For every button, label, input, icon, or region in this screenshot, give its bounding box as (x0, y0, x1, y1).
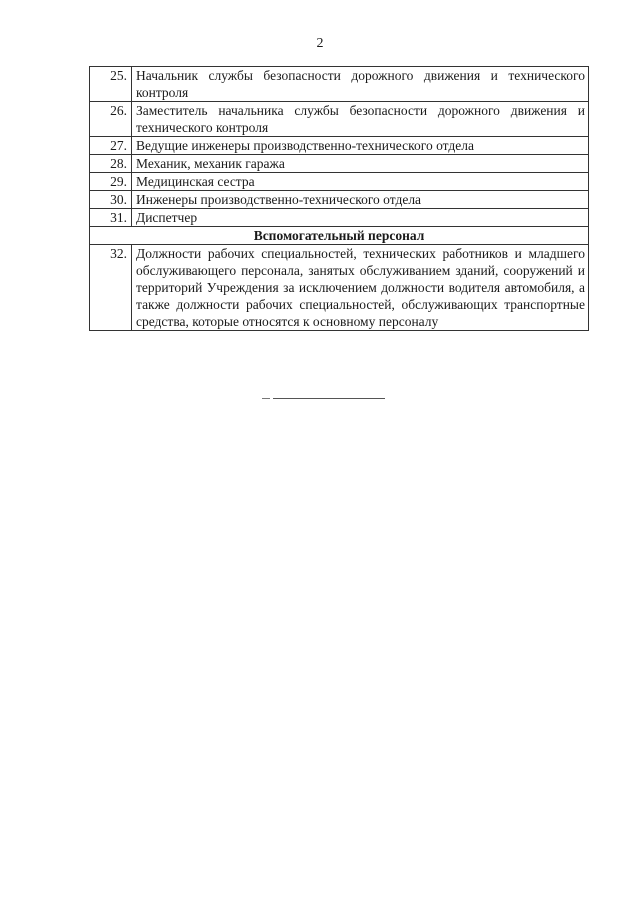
row-number: 31. (90, 209, 132, 227)
position-title: Заместитель начальника службы безопасности дорожного движения и технического контроля (132, 102, 589, 137)
position-title: Механик, механик гаража (132, 155, 589, 173)
row-number: 25. (90, 67, 132, 102)
table-row (90, 102, 589, 137)
section-title: Вспомогательный персонал (90, 227, 589, 245)
position-title: Должности рабочих специальностей, технических работников и младшего обслуживающего персонала, занятых обслуживанием зданий, сооружений и территорий Учреждения за исключением должности водителя автомобиля, а также должности рабочих специальностей, обслуживающих транспортные средства, которые относятся к основному персоналу (132, 245, 589, 331)
position-title: Медицинская сестра (132, 173, 589, 191)
row-number: 32. (90, 245, 132, 331)
table-row (90, 209, 589, 227)
end-mark-dash (262, 398, 270, 399)
table-row (90, 173, 589, 191)
row-number: 29. (90, 173, 132, 191)
position-title: Инженеры производственно-технического отдела (132, 191, 589, 209)
table-row (90, 191, 589, 209)
position-title: Начальник службы безопасности дорожного движения и технического контроля (132, 67, 589, 102)
section-header-row (90, 227, 589, 245)
position-title: Диспетчер (132, 209, 589, 227)
row-number: 28. (90, 155, 132, 173)
position-title: Ведущие инженеры производственно-технического отдела (132, 137, 589, 155)
end-of-document-line (273, 398, 385, 399)
row-number: 27. (90, 137, 132, 155)
table-row (90, 155, 589, 173)
page-number: 2 (316, 36, 324, 51)
row-number: 26. (90, 102, 132, 137)
table-row (90, 67, 589, 102)
positions-table (89, 66, 589, 331)
table-row (90, 245, 589, 331)
row-number: 30. (90, 191, 132, 209)
table-row (90, 137, 589, 155)
